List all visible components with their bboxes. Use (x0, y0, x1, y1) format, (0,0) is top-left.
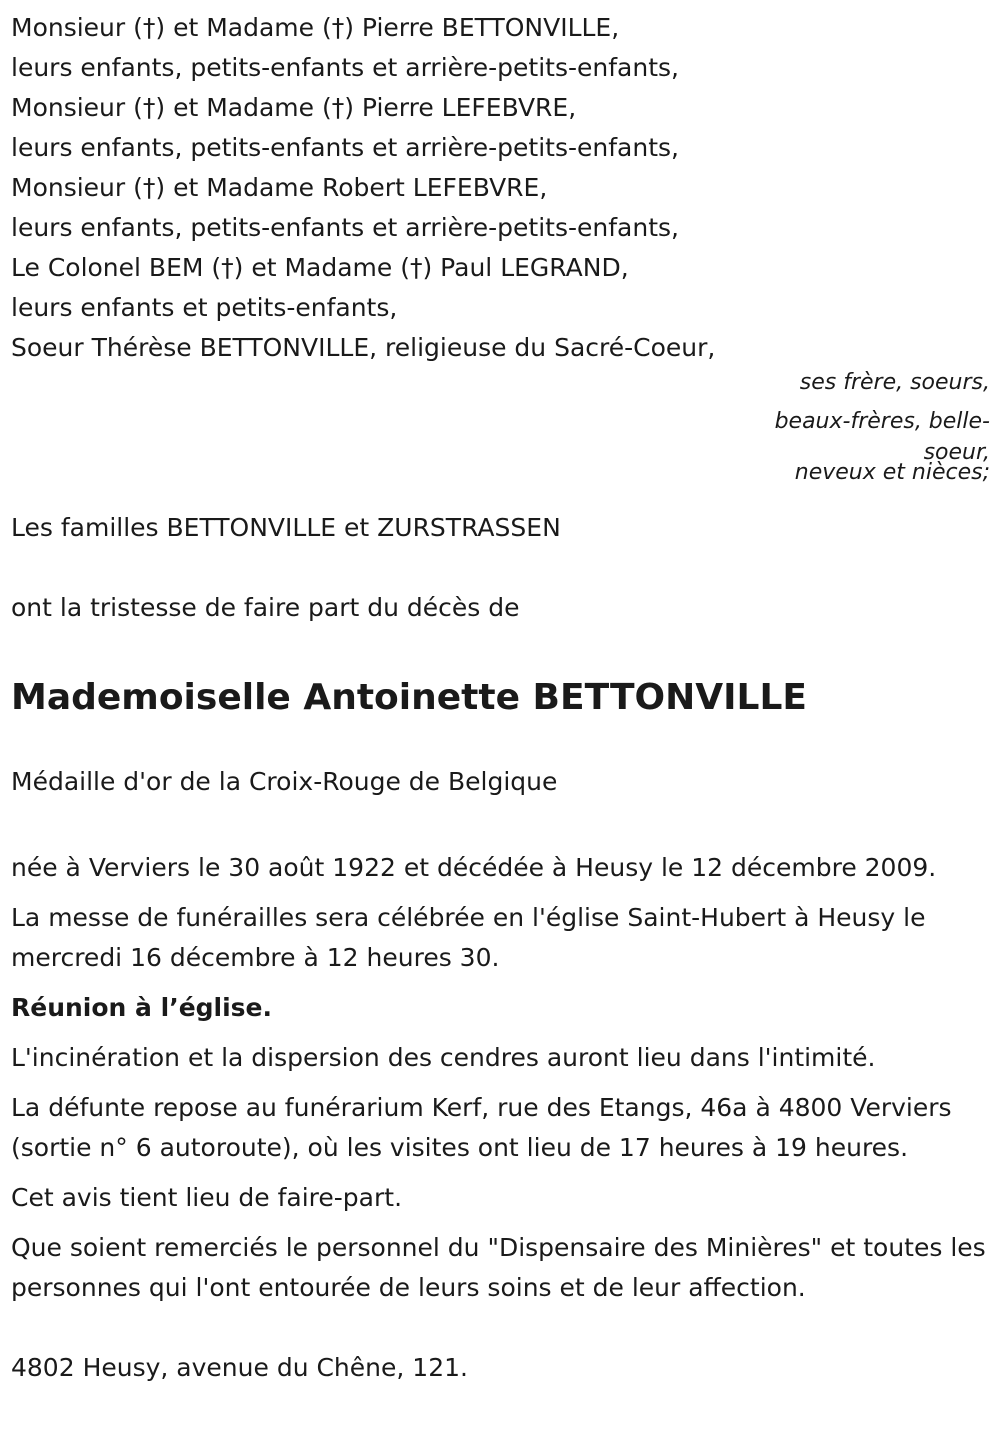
deceased-name: Mademoiselle Antoinette BETTONVILLE (11, 677, 807, 718)
family-line: leurs enfants et petits-enfants, (11, 293, 398, 322)
distinction: Médaille d'or de la Croix-Rouge de Belgique (11, 767, 558, 796)
notice-info: Cet avis tient lieu de faire-part. (11, 1183, 403, 1212)
family-line: leurs enfants, petits-enfants et arrière-petits-enfants, (11, 133, 679, 162)
kinship-note (11, 364, 990, 484)
kinship-line: beaux-frères, belle- (774, 409, 990, 434)
announcement: ont la tristesse de faire part du décès de (11, 593, 520, 622)
other-families: Les familles BETTONVILLE et ZURSTRASSEN (11, 513, 561, 542)
family-list (11, 8, 990, 368)
family-line: Monsieur (†) et Madame (†) Pierre LEFEBVRE, (11, 93, 577, 122)
birth-death-dates: née à Verviers le 30 août 1922 et décédée à Heusy le 12 décembre 2009. (11, 853, 937, 882)
family-line: leurs enfants, petits-enfants et arrière-petits-enfants, (11, 53, 679, 82)
family-line: Soeur Thérèse BETTONVILLE, religieuse du Sacré-Coeur, (11, 333, 716, 362)
kinship-line: soeur, (923, 440, 990, 465)
kinship-line: neveux et nièces; (794, 460, 990, 485)
thanks-paragraph: Que soient remerciés le personnel du "Dispensaire des Minières" et toutes les personnes qui l'ont entourée de leurs soins et de leur affection. (11, 1233, 986, 1302)
repose-info: La défunte repose au funérarium Kerf, rue des Etangs, 46a à 4800 Verviers (sortie n° 6 autoroute), où les visites ont lieu de 17 heures à 19 heures. (11, 1093, 952, 1162)
funeral-mass-info: La messe de funérailles sera célébrée en l'église Saint-Hubert à Heusy le mercredi 16 décembre à 12 heures 30. (11, 903, 926, 972)
kinship-line: ses frère, soeurs, (799, 370, 990, 395)
family-line: Monsieur (†) et Madame (†) Pierre BETTONVILLE, (11, 13, 620, 42)
address: 4802 Heusy, avenue du Chêne, 121. (11, 1353, 468, 1382)
family-line: Le Colonel BEM (†) et Madame (†) Paul LEGRAND, (11, 253, 629, 282)
family-line: leurs enfants, petits-enfants et arrière-petits-enfants, (11, 213, 679, 242)
meeting-info: Réunion à l’église. (11, 993, 273, 1022)
cremation-info: L'incinération et la dispersion des cendres auront lieu dans l'intimité. (11, 1043, 876, 1072)
family-line: Monsieur (†) et Madame Robert LEFEBVRE, (11, 173, 548, 202)
